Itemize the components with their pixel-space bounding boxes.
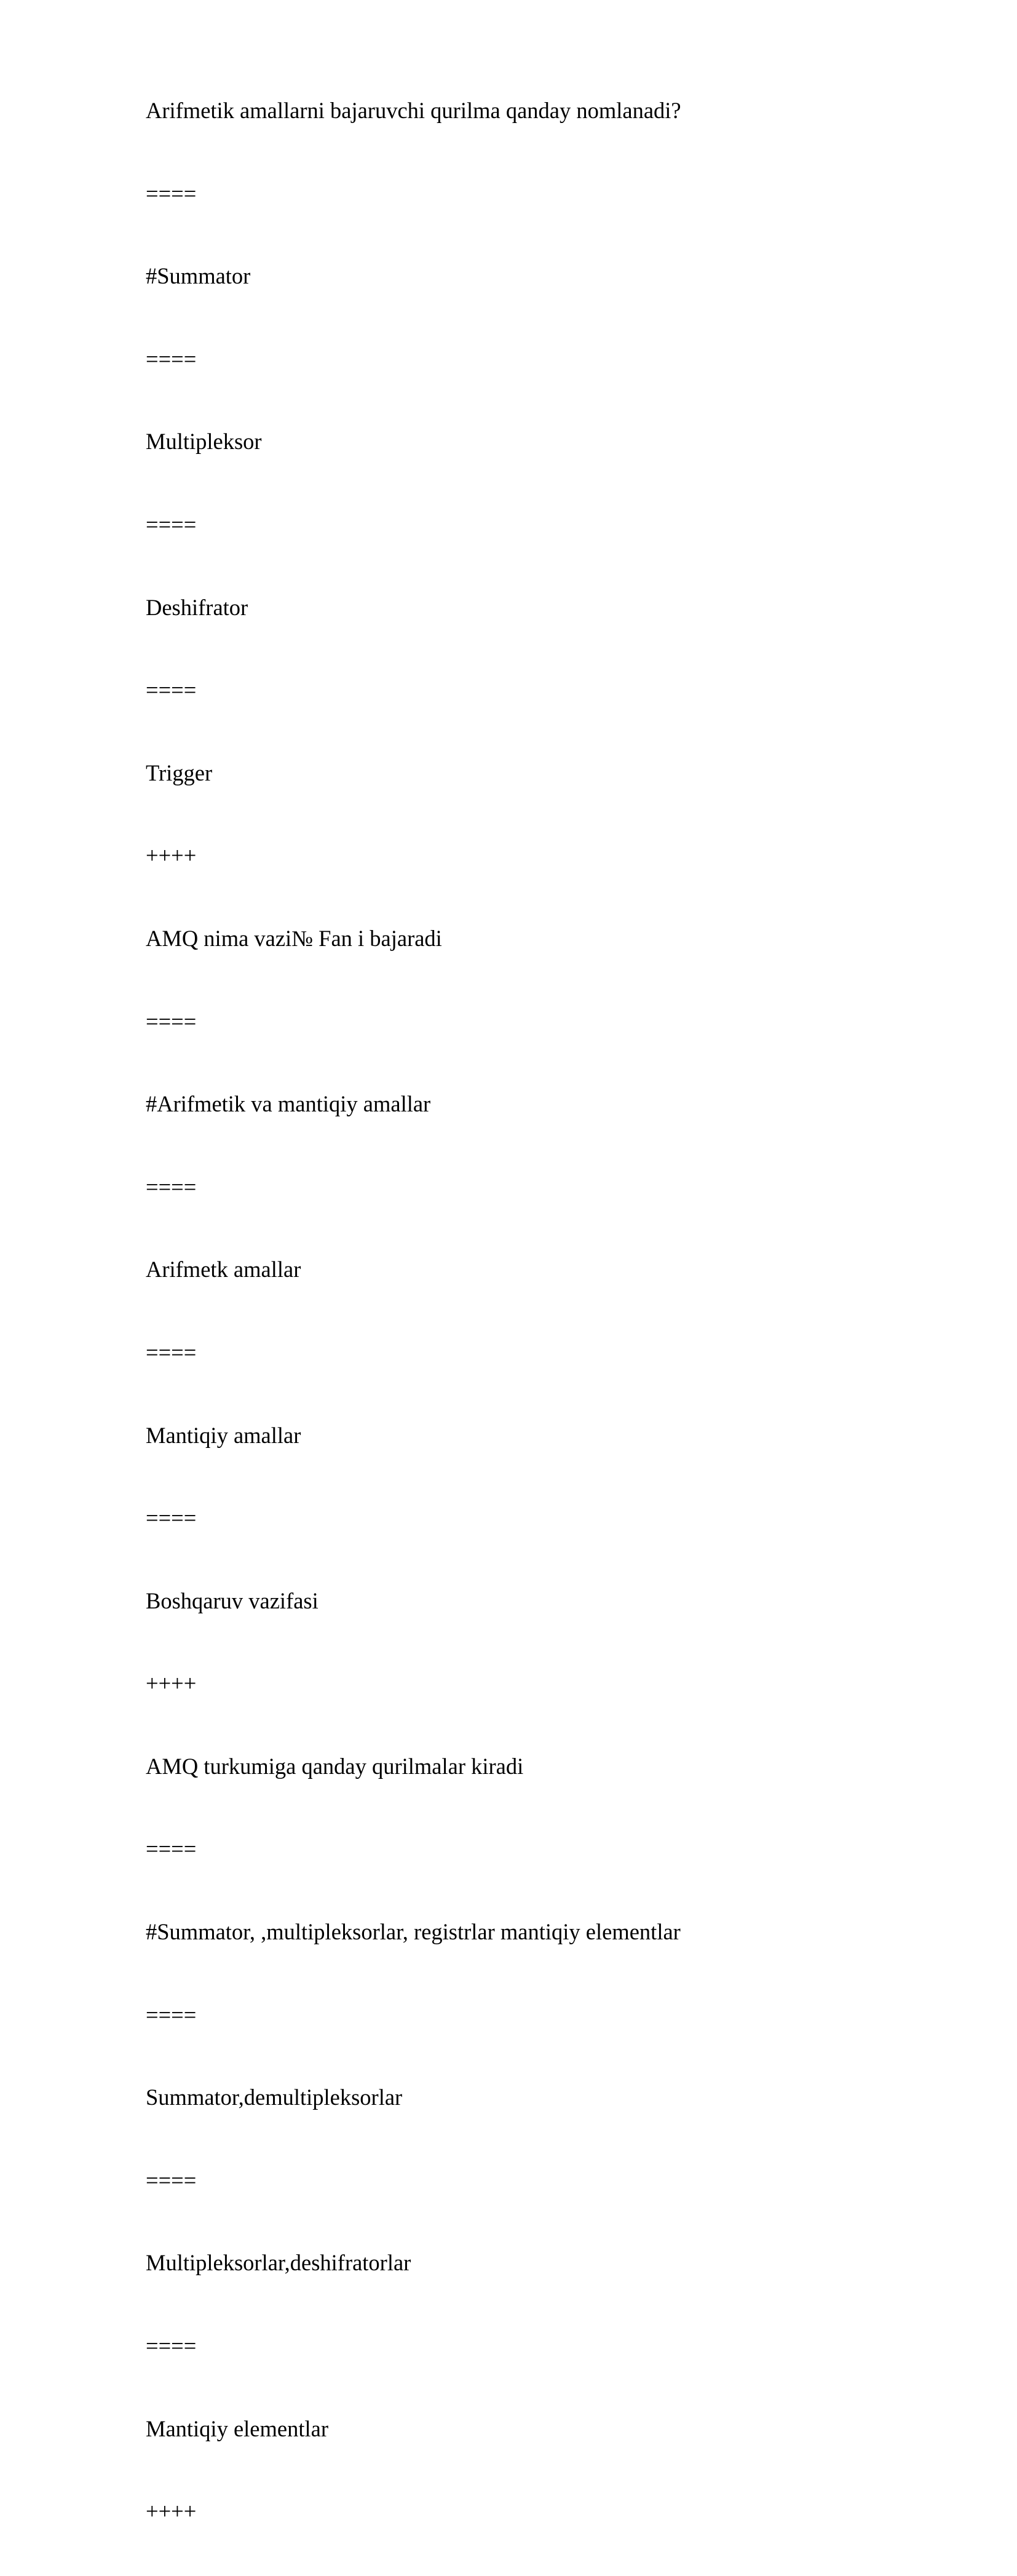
answer-option: Boshqaruv vazifasi (146, 1588, 319, 1613)
option-separator: ==== (146, 1008, 197, 1034)
correct-answer-option: #Arifmetik va mantiqiy amallar (146, 1091, 431, 1117)
option-separator: ==== (146, 2167, 197, 2193)
correct-answer-option: #Summator, ,multipleksorlar, registrlar mantiqiy elementlar (146, 1919, 681, 1945)
question-text: Arifmetik amallarni bajaruvchi qurilma qanday nomlanadi? (146, 98, 681, 123)
document-body (146, 92, 945, 2576)
answer-option: Deshifrator (146, 594, 248, 620)
option-separator: ==== (146, 677, 197, 703)
question-text: AMQ turkumiga qanday qurilmalar kiradi (146, 1753, 524, 1779)
option-separator: ==== (146, 346, 197, 372)
option-separator: ==== (146, 1505, 197, 1531)
option-separator: ==== (146, 2333, 197, 2359)
answer-option: Multipleksorlar,deshifratorlar (146, 2250, 411, 2276)
question-text: AMQ nima vazi№ Fan i bajaradi (146, 925, 442, 951)
answer-option: Mantiqiy elementlar (146, 2415, 328, 2441)
option-separator: ==== (146, 1339, 197, 1365)
option-separator: ==== (146, 511, 197, 537)
answer-option: Trigger (146, 760, 213, 785)
answer-option: Mantiqiy amallar (146, 1422, 301, 1448)
option-separator: ==== (146, 1174, 197, 1199)
option-separator: ==== (146, 180, 197, 206)
answer-option: Arifmetk amallar (146, 1257, 301, 1282)
correct-answer-option: #Summator (146, 263, 251, 289)
answer-option: Multipleksor (146, 429, 262, 455)
question-separator: ++++ (146, 843, 197, 869)
question-separator: ++++ (146, 2498, 197, 2524)
option-separator: ==== (146, 1836, 197, 1862)
question-separator: ++++ (146, 1671, 197, 1696)
answer-option: Summator,demultipleksorlar (146, 2085, 403, 2110)
option-separator: ==== (146, 2002, 197, 2027)
